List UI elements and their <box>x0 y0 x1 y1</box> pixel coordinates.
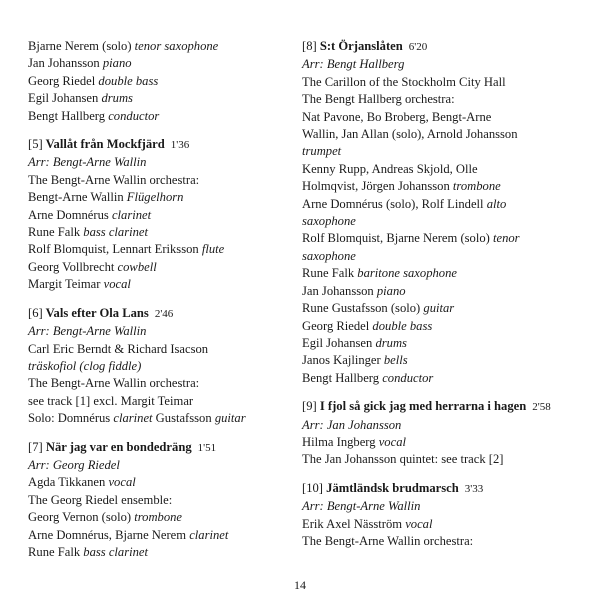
instrument-role: trumpet <box>302 144 342 159</box>
personnel-line <box>28 474 290 491</box>
performer-name: Margit Teimar <box>28 277 104 292</box>
instrument-role: bass clarinet <box>83 544 148 559</box>
performer-name: see track [1] excl. Margit Teimar <box>28 393 194 408</box>
track-heading <box>302 398 594 416</box>
track-block <box>302 38 594 387</box>
performer-name: Arne Domnérus (solo), Rolf Lindell <box>302 196 487 211</box>
personnel-line <box>28 224 290 241</box>
personnel-line <box>302 283 594 300</box>
performer-name: Carl Eric Berndt & Richard Isacson <box>28 341 209 356</box>
performer-name: Hilma Ingberg <box>302 434 379 449</box>
track-block <box>28 305 290 428</box>
performer-name: Bengt Hallberg <box>28 108 109 123</box>
performer-name: Janos Kajlinger <box>302 353 384 368</box>
performer-name: Arne Domnérus, Bjarne Nerem <box>28 527 190 542</box>
page-number: 14 <box>294 578 306 592</box>
instrument-role: Flügelhorn <box>126 190 184 205</box>
track-title: När jag var en bondedräng <box>45 439 192 454</box>
personnel-line <box>28 544 290 561</box>
performer-name: Georg Vollbrecht <box>28 259 118 274</box>
personnel-line <box>302 178 594 195</box>
performer-name: The Bengt-Arne Wallin orchestra: <box>28 172 200 187</box>
instrument-role: double bass <box>98 73 159 88</box>
track-number: [7] <box>28 439 43 454</box>
personnel-line <box>302 213 594 230</box>
performer-name: Bengt-Arne Wallin <box>28 190 127 205</box>
performer-name: Wallin, Jan Allan (solo), Arnold Johansson <box>302 127 518 142</box>
track-title: Vals efter Ola Lans <box>45 305 149 320</box>
personnel-line <box>28 276 290 293</box>
instrument-role: drums <box>101 91 133 106</box>
personnel-line <box>302 335 594 352</box>
personnel-line <box>302 434 594 451</box>
instrument-role: clarinet <box>189 527 229 542</box>
performer-name: Rolf Blomquist, Lennart Eriksson <box>28 242 202 257</box>
instrument-role: trombone <box>452 179 501 194</box>
instrument-role: vocal <box>103 277 131 292</box>
instrument-role: vocal <box>378 434 406 449</box>
instrument-role: trombone <box>134 510 183 525</box>
personnel-line <box>28 509 290 526</box>
performer-name: Erik Axel Näsström <box>302 516 406 531</box>
track-duration: 2'46 <box>154 307 174 320</box>
personnel-line <box>28 492 290 509</box>
personnel-line <box>302 196 594 213</box>
performer-name: The Bengt-Arne Wallin orchestra: <box>28 376 200 391</box>
track-heading <box>302 480 594 498</box>
track-heading <box>28 439 290 457</box>
track-number: [6] <box>28 305 43 320</box>
personnel-line <box>28 108 290 125</box>
personnel-line <box>302 230 594 247</box>
personnel-line <box>28 527 290 544</box>
personnel-line <box>302 126 594 143</box>
personnel-line <box>302 143 594 160</box>
performer-name: Jan Johansson <box>28 56 103 71</box>
track-title: Jämtländsk brudmarsch <box>326 480 459 495</box>
track-title: S:t Örjanslåten <box>319 39 403 53</box>
arranger-credit: Arr: Bengt Hallberg <box>302 57 405 72</box>
personnel-line <box>302 451 594 468</box>
performer-name: Jan Johansson <box>302 283 377 298</box>
performer-name: Gustafsson <box>152 411 215 426</box>
instrument-role: saxophone <box>302 214 356 229</box>
arranger-credit: Arr: Georg Riedel <box>28 457 120 472</box>
performer-name: The Bengt-Arne Wallin orchestra: <box>302 533 474 548</box>
track-heading <box>302 38 594 56</box>
track-number: [8] <box>302 39 317 53</box>
instrument-role: piano <box>376 283 406 298</box>
track-block <box>28 38 290 125</box>
arranger-credit: Arr: Bengt-Arne Wallin <box>28 155 147 170</box>
performer-name: Kenny Rupp, Andreas Skjold, Olle <box>302 161 478 176</box>
instrument-role: alto <box>486 196 507 211</box>
instrument-role: conductor <box>382 370 434 385</box>
instrument-role: tenor <box>492 231 520 246</box>
personnel-line <box>28 38 290 55</box>
instrument-role: bass clarinet <box>83 225 148 240</box>
track-duration: 1'51 <box>197 441 217 454</box>
track-heading <box>28 136 290 154</box>
instrument-role: guitar <box>214 411 246 426</box>
personnel-line <box>302 370 594 387</box>
personnel-line <box>302 265 594 282</box>
personnel-line <box>302 533 594 550</box>
performer-name: Rune Falk <box>28 544 84 559</box>
performer-name: Rune Falk <box>28 225 84 240</box>
track-duration: 3'33 <box>464 482 484 495</box>
personnel-line <box>28 393 290 410</box>
personnel-line <box>28 73 290 90</box>
personnel-line <box>28 189 290 206</box>
instrument-role: flute <box>201 242 225 257</box>
track-title: Vallåt från Mockfjärd <box>45 137 165 152</box>
personnel-line <box>302 74 594 91</box>
instrument-role: clarinet <box>111 207 152 222</box>
track-block <box>302 480 594 551</box>
personnel-line <box>302 300 594 317</box>
performer-name: The Georg Riedel ensemble: <box>28 492 173 507</box>
instrument-role: vocal <box>405 516 433 531</box>
instrument-role: conductor <box>108 108 160 123</box>
personnel-line <box>302 352 594 369</box>
right-column <box>302 38 594 550</box>
instrument-role: guitar <box>423 301 455 316</box>
performer-name: Georg Riedel <box>28 73 99 88</box>
personnel-line <box>28 207 290 224</box>
personnel-line <box>302 91 594 108</box>
instrument-role: bells <box>383 353 408 368</box>
instrument-role: baritone saxophone <box>357 266 457 281</box>
personnel-line <box>302 161 594 178</box>
instrument-role: träskofiol (clog fiddle) <box>28 358 142 373</box>
instrument-role: vocal <box>108 475 136 490</box>
performer-name: Nat Pavone, Bo Broberg, Bengt-Arne <box>302 109 492 124</box>
performer-name: Arne Domnérus <box>28 207 112 222</box>
track-block <box>28 136 290 294</box>
track-block <box>28 439 290 562</box>
track-number: [10] <box>302 480 323 495</box>
instrument-role: drums <box>375 335 407 350</box>
personnel-line <box>302 248 594 265</box>
performer-name: Bjarne Nerem (solo) <box>28 39 135 53</box>
instrument-role: piano <box>102 56 132 71</box>
instrument-role: clarinet <box>113 411 153 426</box>
arranger-credit: Arr: Bengt-Arne Wallin <box>28 324 147 339</box>
personnel-line <box>28 90 290 107</box>
track-duration: 2'58 <box>532 401 551 414</box>
performer-name: Bengt Hallberg <box>302 370 383 385</box>
personnel-line <box>28 259 290 276</box>
performer-name: Agda Tikkanen <box>28 475 109 490</box>
instrument-role: tenor saxophone <box>134 39 219 53</box>
personnel-line <box>28 375 290 392</box>
personnel-line <box>28 341 290 358</box>
performer-name: Georg Riedel <box>302 318 373 333</box>
personnel-line <box>28 410 290 427</box>
performer-name: Holmqvist, Jörgen Johansson <box>302 179 453 194</box>
performer-name: The Carillon of the Stockholm City Hall <box>302 74 506 89</box>
track-title: I fjol så gick jag med herrarna i hagen <box>319 399 527 414</box>
performer-name: The Bengt Hallberg orchestra: <box>302 92 455 107</box>
instrument-role: cowbell <box>117 259 157 274</box>
performer-name: Egil Johansen <box>302 335 376 350</box>
personnel-line <box>28 172 290 189</box>
instrument-role: saxophone <box>302 248 356 263</box>
performer-name: Egil Johansen <box>28 91 102 106</box>
instrument-role: double bass <box>372 318 433 333</box>
arranger-credit: Arr: Jan Johansson <box>302 417 402 432</box>
track-heading <box>28 305 290 323</box>
performer-name: Solo: Domnérus <box>28 411 114 426</box>
personnel-line <box>28 55 290 72</box>
performer-name: Rune Gustafsson (solo) <box>302 301 424 316</box>
track-duration: 1'36 <box>170 139 190 152</box>
performer-name: Rune Falk <box>302 266 358 281</box>
personnel-line <box>28 241 290 258</box>
personnel-line <box>28 358 290 375</box>
performer-name: The Jan Johansson quintet: see track [2] <box>302 452 504 467</box>
arranger-credit: Arr: Bengt-Arne Wallin <box>302 499 421 514</box>
personnel-line <box>302 109 594 126</box>
track-number: [9] <box>302 399 317 414</box>
left-column <box>28 38 290 561</box>
track-number: [5] <box>28 137 43 152</box>
performer-name: Rolf Blomquist, Bjarne Nerem (solo) <box>302 231 493 246</box>
performer-name: Georg Vernon (solo) <box>28 510 135 525</box>
track-block <box>302 398 594 469</box>
personnel-line <box>302 318 594 335</box>
personnel-line <box>302 516 594 533</box>
track-duration: 6'20 <box>408 41 428 53</box>
